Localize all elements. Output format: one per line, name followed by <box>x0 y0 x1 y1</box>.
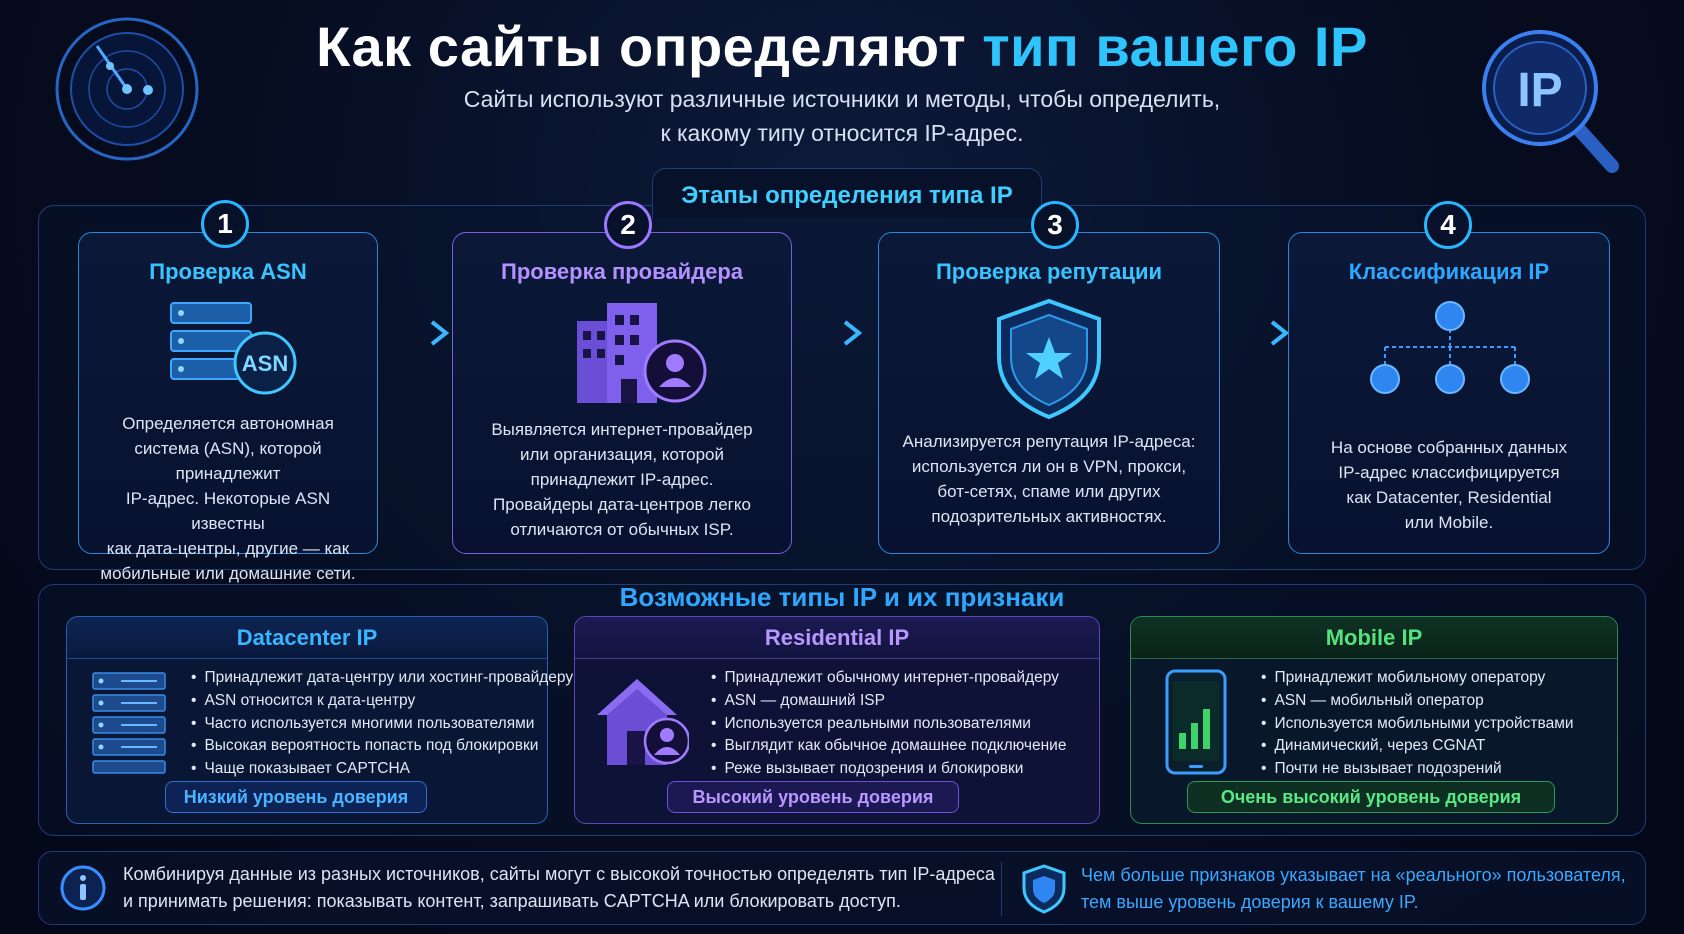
stage-title: Проверка провайдера <box>501 259 743 284</box>
list-item: • ASN — домашний ISP <box>711 690 1066 713</box>
footer-left-text: Комбинируя данные из разных источников, сайты могут с высокой точностью определять тип IP-адреса и принимать решения: показывать контент, запрашивать CAPTCHA или блокировать доступ. <box>123 864 995 911</box>
trust-badge: Высокий уровень доверия <box>667 781 959 813</box>
list-item: • Высокая вероятность попасть под блокировки <box>191 735 573 758</box>
server-stack-icon <box>169 299 299 399</box>
stage-description: На основе собранных данных IP-адрес классифицируется как Datacenter, Residential или Mobile. <box>1330 438 1568 532</box>
types-heading: Возможные типы IP и их признаки <box>619 582 1065 612</box>
stage-title: Проверка репутации <box>935 259 1162 284</box>
footer-right-text: Чем больше признаков указывает на «реального» пользователя, тем выше уровень доверия к вашему IP. <box>1081 865 1626 912</box>
list-item: • Выглядит как обычное домашнее подключение <box>711 735 1066 758</box>
feature-list <box>711 667 1066 781</box>
subtitle-line1: Сайты используют различные источники и методы, чтобы определить, <box>463 86 1221 112</box>
stage-title: Классификация IP <box>1348 259 1550 284</box>
type-card-datacenter <box>66 616 574 824</box>
list-item: • Почти не вызывает подозрений <box>1261 758 1574 781</box>
stage-card-provider <box>452 232 792 554</box>
type-card-title: Mobile IP <box>1131 617 1617 659</box>
list-item: • Часто используется многими пользователями <box>191 713 573 736</box>
feature-list <box>191 667 573 781</box>
info-icon <box>59 864 107 912</box>
page-subtitle <box>0 82 1684 150</box>
list-item: • Реже вызывает подозрения и блокировки <box>711 758 1066 781</box>
arrow-right-icon <box>384 318 454 348</box>
stage-description: Анализируется репутация IP-адреса: используется ли он в VPN, прокси, бот-сетях, спаме или других подозрительных активностях. <box>902 432 1196 526</box>
house-user-icon <box>595 675 689 771</box>
list-item: • Принадлежит дата-центру или хостинг-провайдеру <box>191 667 573 690</box>
smartphone-signal-icon <box>1165 669 1227 775</box>
trust-badge: Очень высокий уровень доверия <box>1187 781 1555 813</box>
list-item: • ASN относится к дата-центру <box>191 690 573 713</box>
stage-number: 3 <box>1031 201 1079 249</box>
server-rack-icon <box>91 671 167 775</box>
ip-logo-text: IP <box>1517 64 1563 117</box>
list-item: • Чаще показывает CAPTCHA <box>191 758 573 781</box>
stage-card-classification <box>1288 232 1610 554</box>
title-part1: Как сайты определяют <box>316 15 983 78</box>
stages-heading: Этапы определения типа IP <box>652 168 1042 218</box>
stage-card-asn <box>78 232 378 583</box>
shield-icon <box>1021 864 1067 914</box>
stage-number: 2 <box>604 201 652 249</box>
footer-divider <box>1001 862 1002 916</box>
subtitle-line2: к какому типу относится IP-адрес. <box>660 120 1024 146</box>
stage-number: 1 <box>201 200 249 248</box>
stage-card-reputation <box>878 232 1220 554</box>
list-item: • Принадлежит обычному интернет-провайдеру <box>711 667 1066 690</box>
list-item: • Используется мобильными устройствами <box>1261 713 1574 736</box>
page-title <box>0 14 1684 79</box>
type-card-residential <box>574 616 1100 824</box>
asn-badge-text: ASN <box>241 351 289 376</box>
type-card-title: Datacenter IP <box>67 617 547 659</box>
footer-info-panel <box>38 851 1646 925</box>
stage-number: 4 <box>1424 201 1472 249</box>
building-user-icon <box>567 299 707 409</box>
arrow-right-icon <box>1224 318 1294 348</box>
title-accent: тип вашего IP <box>982 15 1368 78</box>
list-item: • Используется реальными пользователями <box>711 713 1066 736</box>
feature-list <box>1261 667 1574 781</box>
list-item: • Принадлежит мобильному оператору <box>1261 667 1574 690</box>
stage-title: Проверка ASN <box>149 259 307 284</box>
hierarchy-icon <box>1365 299 1535 399</box>
shield-star-icon <box>991 297 1107 421</box>
list-item: • Динамический, через CGNAT <box>1261 735 1574 758</box>
arrow-right-icon <box>797 318 867 348</box>
trust-badge: Низкий уровень доверия <box>165 781 427 813</box>
type-card-title: Residential IP <box>575 617 1099 659</box>
stage-description: Выявляется интернет-провайдер или организация, которой принадлежит IP-адрес. Провайдеры дата-центров легко отличаются от обычных ISP. <box>491 420 753 539</box>
type-card-mobile <box>1130 616 1618 824</box>
stage-description: Определяется автономная система (ASN), которой принадлежит IP-адрес. Некоторые ASN известны как дата-центры, другие — как мобильные или домашние сети. <box>100 414 356 583</box>
list-item: • ASN — мобильный оператор <box>1261 690 1574 713</box>
